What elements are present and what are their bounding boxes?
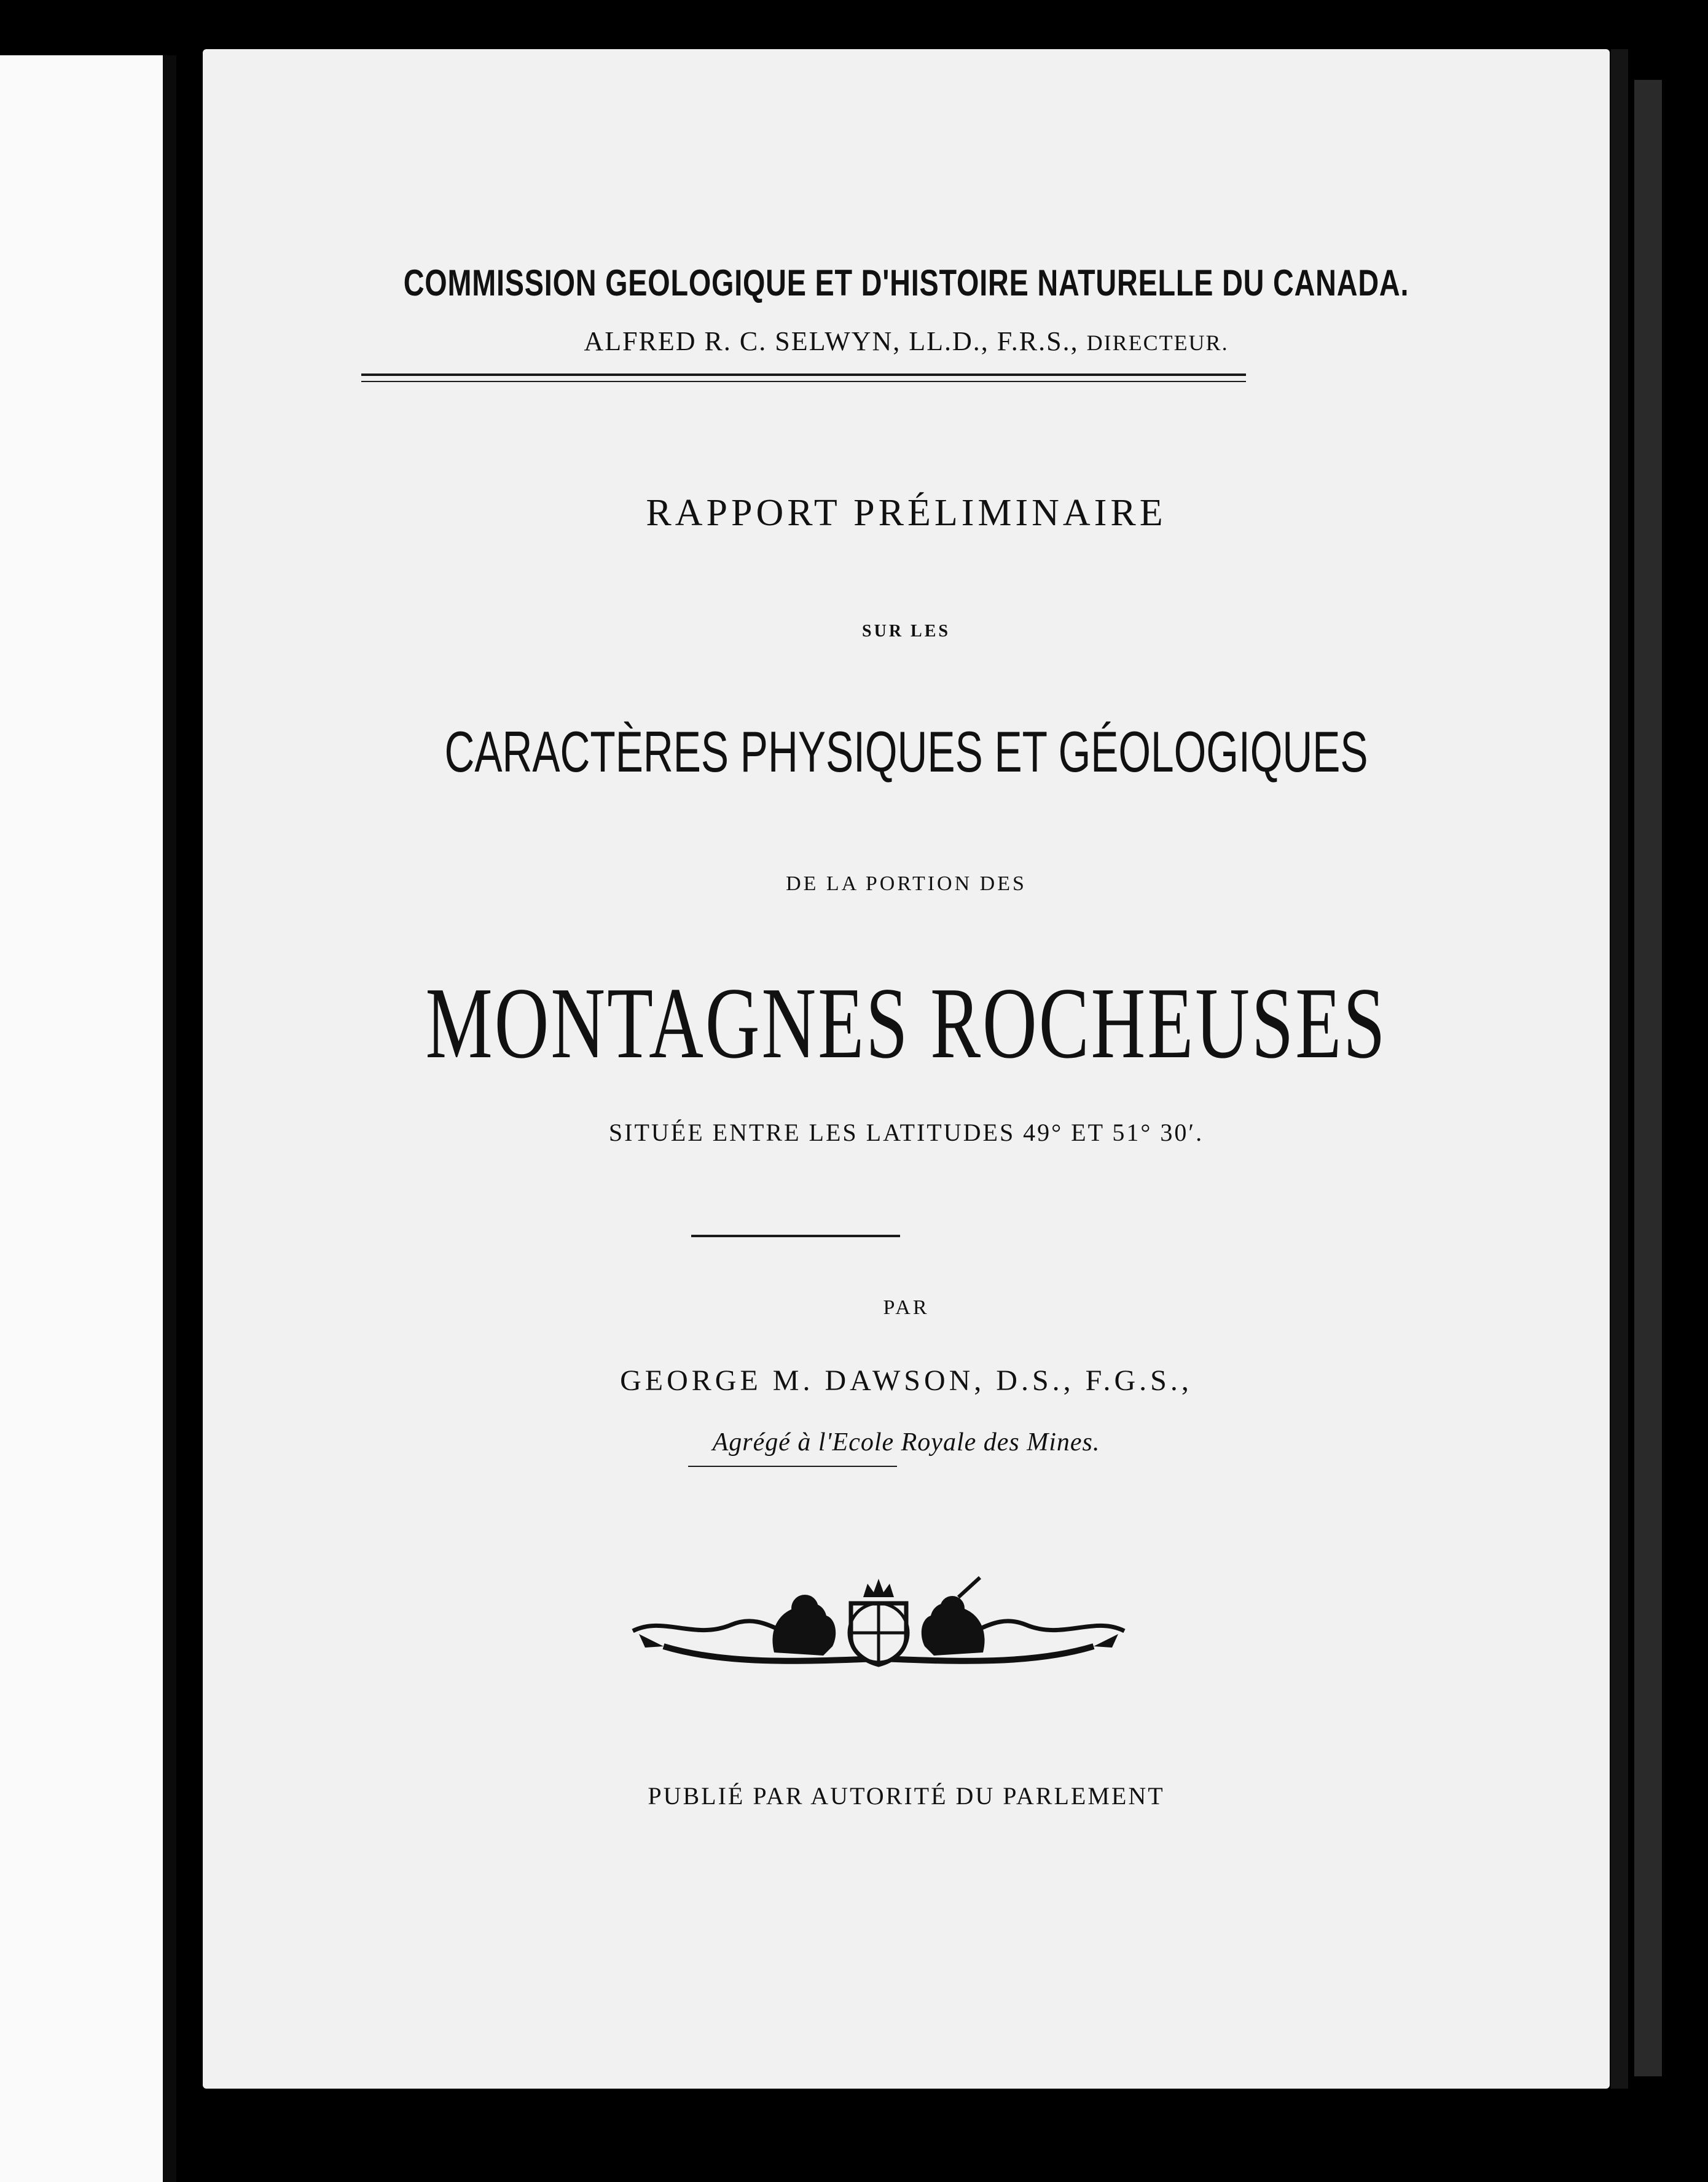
director-title: DIRECTEUR. bbox=[1086, 330, 1229, 355]
header-rule-top bbox=[361, 373, 1246, 376]
title-connector-1: SUR LES bbox=[862, 622, 950, 641]
commission-heading: COMMISSION GEOLOGIQUE ET D'HISTOIRE NATURELLE DU CANADA. bbox=[403, 262, 1409, 303]
director-name: ALFRED R. C. SELWYN, LL.D., F.R.S., bbox=[584, 326, 1079, 356]
binding-edge-outer bbox=[1634, 80, 1662, 2076]
adjacent-page-edge bbox=[0, 55, 163, 2182]
author-name: GEORGE M. DAWSON, D.S., F.G.S., bbox=[620, 1364, 1193, 1397]
title-page bbox=[203, 49, 1610, 2089]
author-affiliation: Agrégé à l'Ecole Royale des Mines. bbox=[712, 1428, 1100, 1457]
report-subject: CARACTÈRES PHYSIQUES ET GÉOLOGIQUES bbox=[444, 719, 1368, 784]
report-title: RAPPORT PRÉLIMINAIRE bbox=[646, 492, 1167, 534]
latitude-line: SITUÉE ENTRE LES LATITUDES 49° ET 51° 30′. bbox=[608, 1119, 1204, 1146]
director-line bbox=[203, 326, 1610, 357]
separator-rule-1 bbox=[691, 1235, 900, 1237]
publisher-line: PUBLIÉ PAR AUTORITÉ DU PARLEMENT bbox=[648, 1782, 1165, 1810]
header-rule-bottom bbox=[361, 381, 1246, 382]
title-connector-2: DE LA PORTION DES bbox=[786, 872, 1027, 895]
page-gutter bbox=[163, 55, 176, 2182]
binding-edge bbox=[1611, 49, 1628, 2089]
main-title: MONTAGNES ROCHEUSES bbox=[425, 966, 1387, 1079]
separator-rule-2 bbox=[688, 1466, 897, 1467]
royal-coat-of-arms-icon bbox=[627, 1573, 1130, 1677]
by-label: PAR bbox=[883, 1296, 930, 1319]
